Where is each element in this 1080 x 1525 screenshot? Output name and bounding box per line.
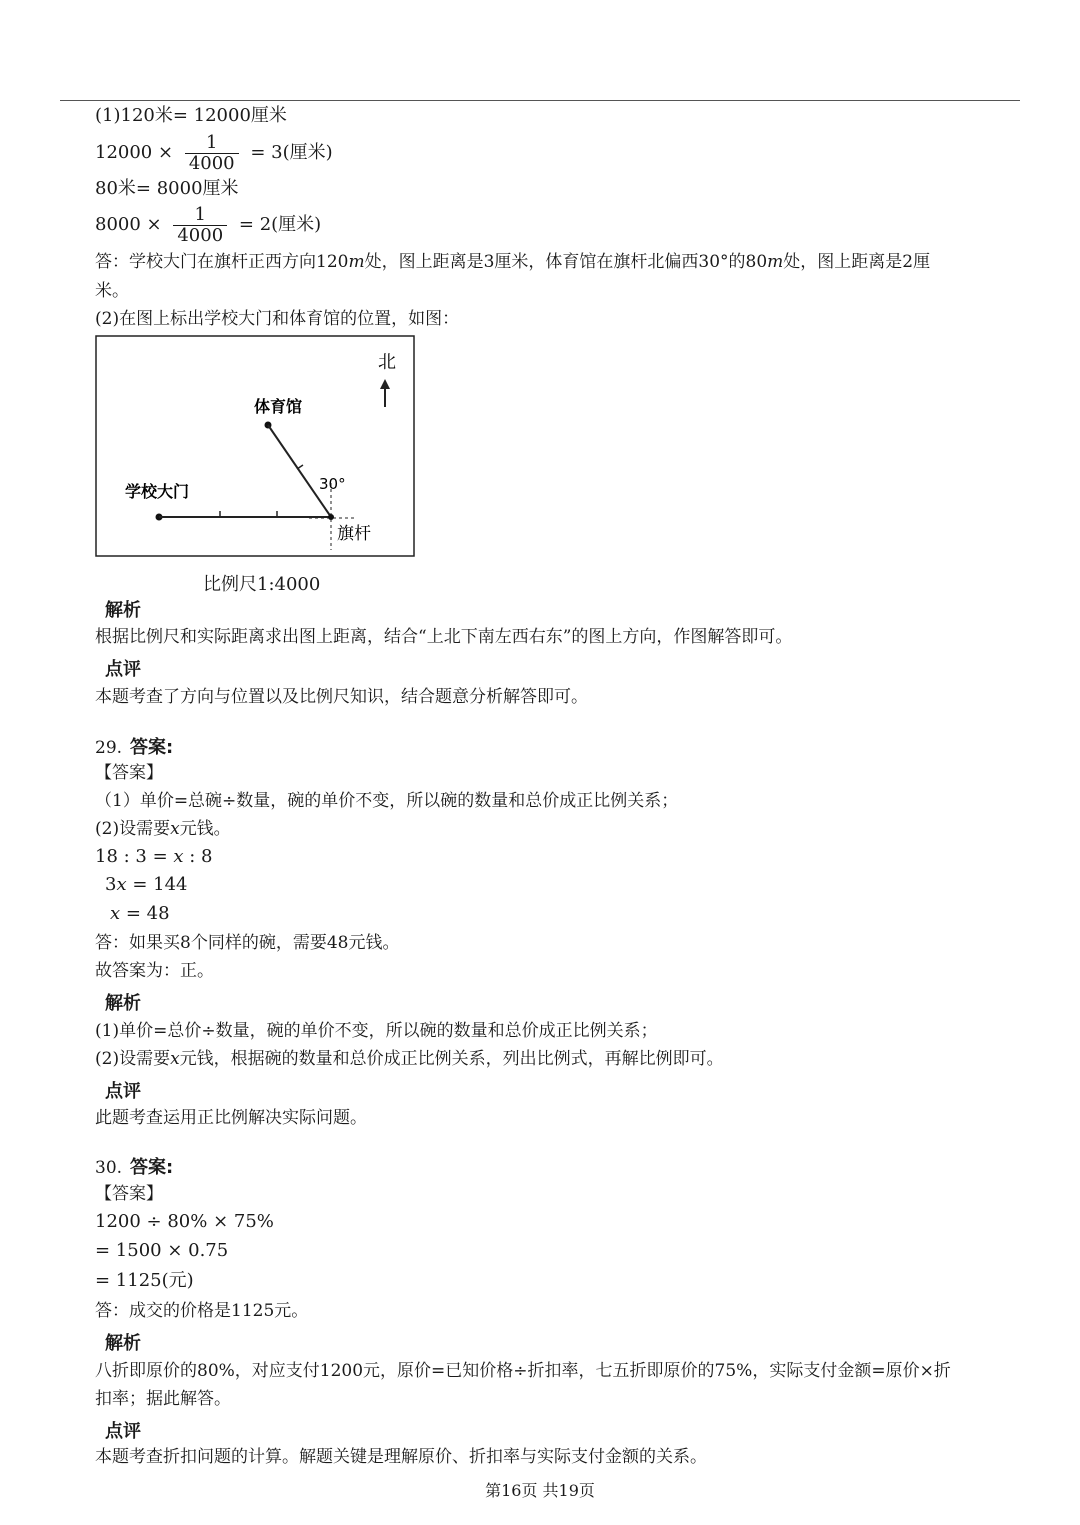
flagpole-point [328,514,334,520]
page-footer: 第16页 共19页 [485,1481,595,1500]
comment-heading: 点评 [105,1421,141,1442]
q28-answer [95,251,930,273]
answer-text-c: 处，图上距离是2厘 [783,252,931,272]
variable-x: x [170,1049,180,1069]
analysis-heading: 解析 [105,1333,141,1354]
q28-line-2-right: = 3(厘米) [250,142,333,163]
analysis-heading: 解析 [105,993,141,1014]
q28-fraction-1 [185,133,239,174]
variable-x: x [116,874,127,895]
header-rule [60,100,1020,101]
fraction-denominator: 4000 [173,225,227,246]
q30-eq-1: 1200 ÷ 80% × 75% [95,1211,274,1232]
answer-text-a: 答：学校大门在旗杆正西方向120 [95,252,349,272]
comment-heading: 点评 [105,1081,141,1102]
text: 18 : 3 = [95,846,174,867]
text: = 48 [120,903,170,924]
text: 3 [105,874,117,895]
gym-label: 体育馆 [253,397,303,416]
q30-eq-3: = 1125(元) [95,1270,194,1291]
direction-map-figure [95,335,415,557]
q28-part2: (2)在图上标出学校大门和体育馆的位置，如图： [95,309,460,329]
q30-eq-2: = 1500 × 0.75 [95,1240,229,1261]
answer-text-b: 处，图上距离是3厘米，体育馆在旗杆北偏西30°的80 [364,252,768,272]
answer-heading: 答案: [130,1157,174,1178]
q29-eq-3 [110,903,170,925]
q30-answer: 答：成交的价格是1125元。 [95,1301,309,1321]
q28-analysis: 根据比例尺和实际距离求出图上距离，结合“上北下南左西右东”的图上方向，作图解答即可。 [95,627,793,647]
gate-label: 学校大门 [125,482,190,501]
q28-line-4 [95,204,321,246]
figure-frame [96,336,414,556]
q29-eq-1 [95,846,213,868]
q28-line-4-right: = 2(厘米) [238,214,322,235]
q29-answer: 答：如果买8个同样的碗，需要48元钱。 [95,933,400,953]
q28-comment: 本题考查了方向与位置以及比例尺知识，结合题意分析解答即可。 [95,687,588,707]
question-number: 29. [95,738,123,758]
q29-analysis-1: (1)单价=总价÷数量，碗的单价不变，所以碗的数量和总价成正比例关系； [95,1021,658,1041]
answer-heading: 答案: [130,737,174,758]
comment-heading: 点评 [105,659,141,680]
q29-eq-2 [105,874,188,896]
q30-comment: 本题考查折扣问题的计算。解题关键是理解原价、折扣率与实际支付金额的关系。 [95,1447,707,1467]
question-number: 30. [95,1158,123,1178]
text: (2)设需要 [95,1049,171,1069]
text: = 144 [126,874,188,895]
q28-line-4-left: 8000 × [95,214,162,235]
analysis-heading: 解析 [105,600,141,621]
text: 元钱。 [179,819,231,839]
q30-bracket-label: 【答案】 [95,1184,163,1204]
unit-m: m [767,252,784,272]
scale-caption: 比例尺1:4000 [203,574,321,595]
unit-m: m [348,252,365,272]
q28-answer-cont: 米。 [95,281,129,301]
fraction-numerator: 1 [194,203,206,225]
fraction-denominator: 4000 [185,153,239,174]
q29-line-1: （1）单价=总碗÷数量，碗的单价不变，所以碗的数量和总价成正比例关系； [95,791,679,811]
q28-line-2 [95,132,333,174]
flagpole-label: 旗杆 [337,524,371,544]
variable-x: x [173,846,184,867]
q29-bracket-label: 【答案】 [95,763,163,783]
q28-line-2-left: 12000 × [95,142,174,163]
q29-line-2 [95,818,231,840]
text: : 8 [183,846,213,867]
q30-analysis-1: 八折即原价的80%，对应支付1200元，原价=已知价格÷折扣率，七五折即原价的75%，实际支付金额=原价×折 [95,1361,951,1381]
q29-heading [95,733,173,759]
q29-comment: 此题考查运用正比例解决实际问题。 [95,1108,367,1128]
q30-heading [95,1153,173,1179]
text: (2)设需要 [95,819,171,839]
variable-x: x [110,903,121,924]
q29-analysis-2 [95,1048,724,1070]
q30-analysis-2: 扣率；据此解答。 [95,1389,231,1409]
angle-label: 30° [319,475,346,493]
text: 元钱，根据碗的数量和总价成正比例关系，列出比例式，再解比例即可。 [179,1049,724,1069]
q28-line-3: 80米= 8000厘米 [95,178,239,199]
q28-fraction-2 [173,205,227,246]
fraction-numerator: 1 [205,131,218,153]
q29-final: 故答案为：正。 [95,961,214,981]
q28-line-1: (1)120米= 12000厘米 [95,105,287,126]
north-label: 北 [378,352,396,373]
variable-x: x [170,819,180,839]
